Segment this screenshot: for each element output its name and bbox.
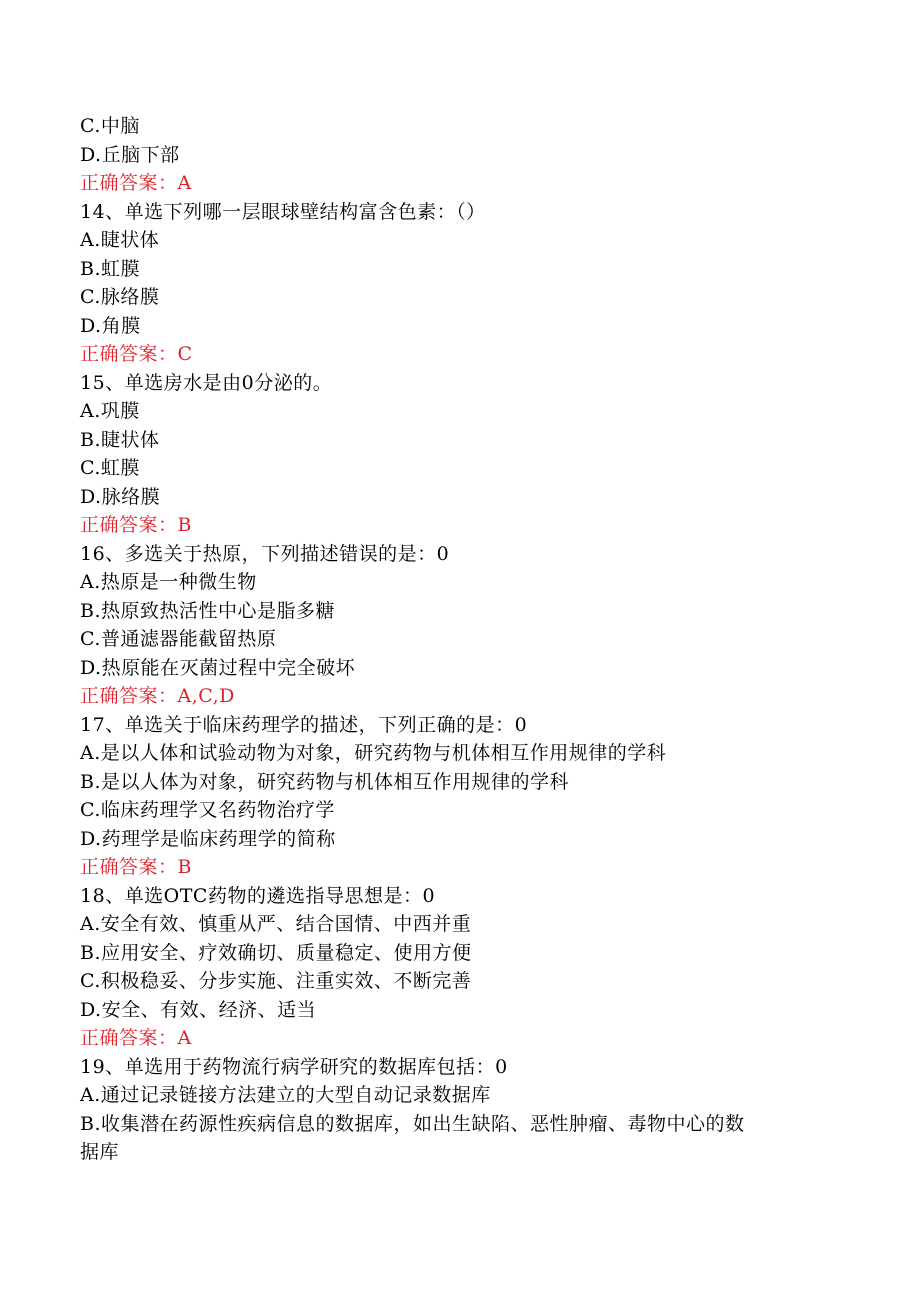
option-line: A.安全有效、慎重从严、结合国情、中西并重 [80,913,472,935]
option-line: C.临床药理学又名药物治疗学 [80,799,335,821]
answer-line: 正确答案：B [80,856,192,878]
option-line: D.热原能在灭菌过程中完全破坏 [80,656,356,679]
option-line: 据库 [80,1141,120,1163]
option-line: C.脉络膜 [80,286,160,308]
option-line: D.角膜 [80,314,141,337]
answer-line: 正确答案：A,C,D [80,685,235,707]
option-line: C.积极稳妥、分步实施、注重实效、不断完善 [80,970,472,992]
option-line: D.药理学是临床药理学的简称 [80,827,336,850]
option-line: D.丘脑下部 [80,143,180,166]
document-page [80,112,860,1167]
option-line: A.睫状体 [80,229,160,251]
option-line: B.应用安全、疗效确切、质量稳定、使用方便 [80,941,472,964]
option-line: D.安全、有效、经济、适当 [80,998,317,1021]
answer-line: 正确答案：A [80,1027,192,1049]
option-line: B.热原致热活性中心是脂多糖 [80,599,336,622]
answer-line: 正确答案：C [80,343,193,365]
option-line: A.巩膜 [80,400,140,422]
option-line: A.通过记录链接方法建立的大型自动记录数据库 [80,1084,491,1106]
option-line: C.普通滤器能截留热原 [80,628,277,650]
question-line: 17、单选关于临床药理学的描述，下列正确的是：0 [80,713,528,736]
question-line: 15、单选房水是由0分泌的。 [80,371,333,394]
option-line: D.脉络膜 [80,485,161,508]
option-line: B.虹膜 [80,257,141,280]
answer-line: 正确答案：A [80,172,192,194]
answer-line: 正确答案：B [80,514,192,536]
question-line: 16、多选关于热原，下列描述错误的是：0 [80,542,450,565]
option-line: A.是以人体和试验动物为对象，研究药物与机体相互作用规律的学科 [80,742,667,764]
option-line: B.收集潜在药源性疾病信息的数据库，如出生缺陷、恶性肿瘤、毒物中心的数 [80,1112,745,1135]
option-line: C.虹膜 [80,457,140,479]
option-line: C.中脑 [80,115,140,137]
question-line: 14、单选下列哪一层眼球壁结构富含色素：（） [80,200,486,223]
option-line: A.热原是一种微生物 [80,571,257,593]
question-line: 18、单选OTC药物的遴选指导思想是：0 [80,884,436,907]
option-line: B.睫状体 [80,428,160,451]
question-line: 19、单选用于药物流行病学研究的数据库包括：0 [80,1055,508,1078]
option-line: B.是以人体为对象，研究药物与机体相互作用规律的学科 [80,770,570,793]
